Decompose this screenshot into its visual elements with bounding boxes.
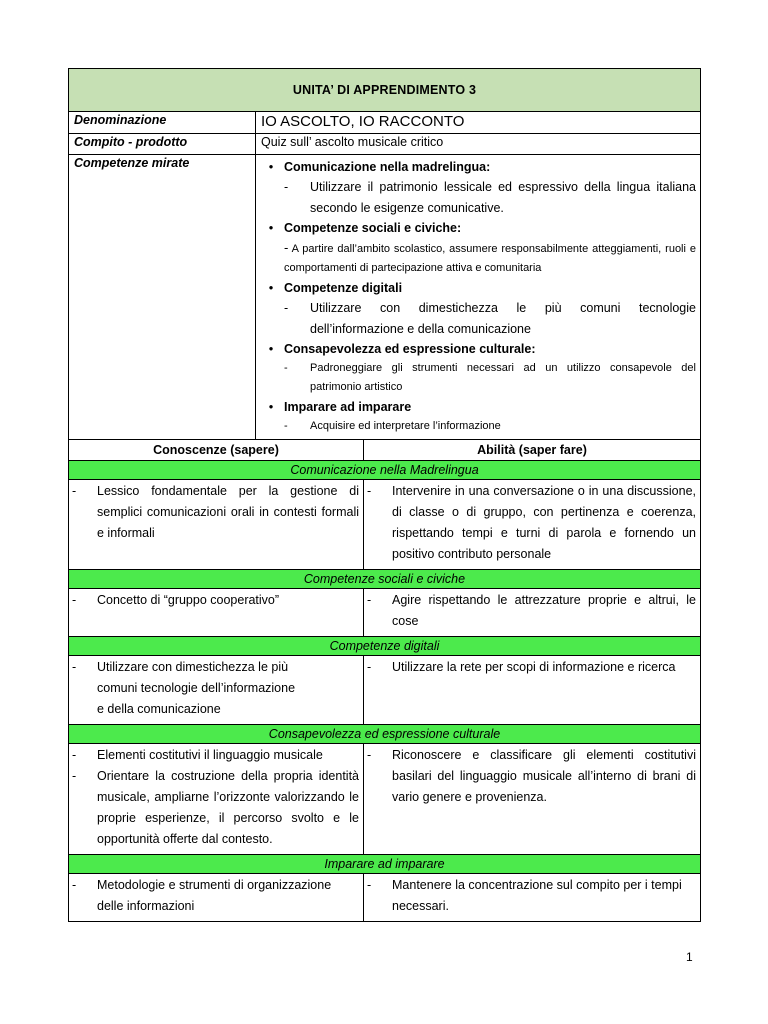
competenza-detail: Utilizzare il patrimonio lessicale ed espressivo della lingua italiana secondo le esigenze comunicative. (310, 180, 696, 215)
competenza-detail: A partire dall’ambito scolastico, assumere responsabilmente atteggiamenti, ruoli e comportamenti di partecipazione attiva e comunitaria (284, 243, 696, 274)
list-item: - Utilizzare con dimestichezza le più comuni tecnologie dell’informazione e della comunicazione (72, 660, 296, 716)
bullet-icon: ● (268, 223, 274, 232)
unit-table (68, 68, 701, 922)
section-title: Comunicazione nella Madrelingua (69, 461, 701, 480)
competenze-label: Competenze mirate (69, 155, 256, 440)
abilita-cell (364, 589, 701, 637)
competenza-detail: Utilizzare con dimestichezza le più comuni tecnologie dell’informazione e della comunicazione (310, 301, 696, 336)
competenza-title: Imparare ad imparare (284, 400, 412, 414)
list-item: - Riconoscere e classificare gli elementi costitutivi basilari del linguaggio musicale all’interno di brani di vario genere e provenienza. (367, 748, 696, 804)
list-item: - Lessico fondamentale per la gestione di semplici comunicazioni orali in contesti formali e informali (72, 484, 359, 540)
competenze-list (256, 155, 701, 440)
list-item: - Mantenere la concentrazione sul compito per i tempi necessari. (367, 878, 682, 913)
list-item: - Agire rispettando le attrezzature proprie e altrui, le cose (367, 593, 696, 628)
section-title: Competenze sociali e civiche (69, 570, 701, 589)
conoscenze-header: Conoscenze (sapere) (69, 440, 364, 461)
bullet-icon: ● (268, 283, 274, 292)
page-number: 1 (686, 950, 693, 964)
competenza-title: Comunicazione nella madrelingua: (284, 160, 491, 174)
list-item: - Concetto di “gruppo cooperativo” (72, 593, 280, 607)
competenza-detail: Acquisire ed interpretare l’informazione (310, 420, 501, 432)
list-item: - Intervenire in una conversazione o in una discussione, di classe o di gruppo, con pertinenza e coerenza, rispettando tempi e turni di parola e fornendo un positivo contributo personale (367, 484, 696, 561)
section-title: Competenze digitali (69, 637, 701, 656)
abilita-cell (364, 874, 701, 922)
competenza-title: Competenze digitali (284, 281, 403, 295)
competenza-item: ● Competenze sociali e civiche: - A partire dall’ambito scolastico, assumere responsabilmente atteggiamenti, ruoli e comportamenti di partecipazione attiva e comunitaria (258, 218, 696, 278)
bullet-icon: ● (268, 402, 274, 411)
conoscenze-cell (69, 744, 364, 855)
bullet-icon: ● (268, 344, 274, 353)
abilita-cell (364, 480, 701, 570)
competenza-item: ● Competenze digitali - Utilizzare con dimestichezza le più comuni tecnologie dell’informazione e della comunicazione (258, 278, 696, 339)
abilita-header: Abilità (saper fare) (364, 440, 701, 461)
conoscenze-cell (69, 589, 364, 637)
competenza-title: Consapevolezza ed espressione culturale: (284, 342, 536, 356)
bullet-icon: ● (268, 162, 274, 171)
competenza-title: Competenze sociali e civiche: (284, 221, 462, 235)
list-item: - Utilizzare la rete per scopi di informazione e ricerca (367, 660, 676, 674)
abilita-cell (364, 656, 701, 725)
abilita-cell (364, 744, 701, 855)
conoscenze-cell (69, 656, 364, 725)
list-item: - Orientare la costruzione della propria identità musicale, ampliarne l’orizzonte valorizzando le proprie esperienze, il percorso svolto e le opportunità offerte dal contesto. (72, 769, 359, 846)
compito-value: Quiz sull’ ascolto musicale critico (256, 134, 701, 155)
denominazione-value: IO ASCOLTO, IO RACCONTO (256, 112, 701, 134)
document-page (68, 68, 700, 922)
competenza-item: ● Imparare ad imparare - Acquisire ed interpretare l’informazione (258, 397, 696, 436)
competenza-item: ● Consapevolezza ed espressione culturale: - Padroneggiare gli strumenti necessari ad un utilizzo consapevole del patrimonio artistico (258, 339, 696, 397)
competenza-detail: Padroneggiare gli strumenti necessari ad un utilizzo consapevole del patrimonio artistico (310, 362, 696, 393)
list-item: - Elementi costitutivi il linguaggio musicale (72, 748, 323, 762)
section-title: Consapevolezza ed espressione culturale (69, 725, 701, 744)
section-title: Imparare ad imparare (69, 855, 701, 874)
conoscenze-cell (69, 874, 364, 922)
competenza-item: ● Comunicazione nella madrelingua: - Utilizzare il patrimonio lessicale ed espressivo della lingua italiana secondo le esigenze comunicative. (258, 157, 696, 218)
conoscenze-cell (69, 480, 364, 570)
list-item: - Metodologie e strumenti di organizzazione delle informazioni (72, 878, 332, 913)
unit-title: UNITA’ DI APPRENDIMENTO 3 (69, 69, 701, 112)
denominazione-label: Denominazione (69, 112, 256, 134)
compito-label: Compito - prodotto (69, 134, 256, 155)
